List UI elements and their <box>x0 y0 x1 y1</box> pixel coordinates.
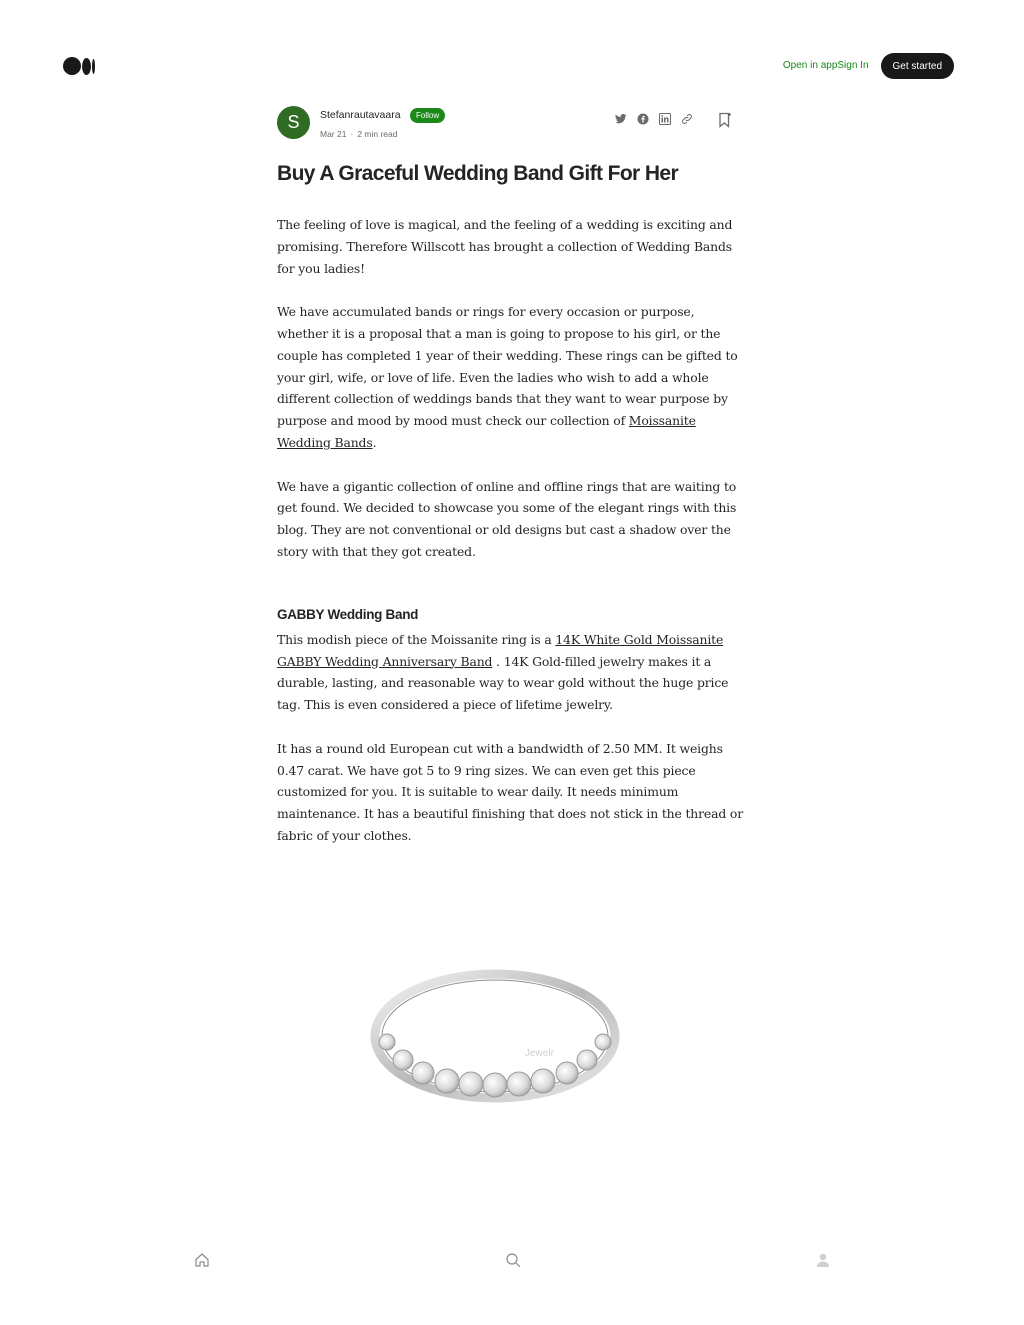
read-time: 2 min read <box>357 129 398 139</box>
facebook-icon[interactable] <box>636 112 650 126</box>
twitter-icon[interactable] <box>614 112 628 126</box>
article-title: Buy A Graceful Wedding Band Gift For Her <box>277 162 679 185</box>
ring-image <box>365 960 625 1110</box>
paragraph-text: This modish piece of the Moissanite ring is a <box>277 631 556 647</box>
paragraph <box>277 301 749 454</box>
bookmark-icon[interactable] <box>718 112 732 128</box>
paragraph: It has a round old European cut with a bandwidth of 2.50 MM. It weighs 0.47 carat. We have got 5 to 9 ring sizes. We can even get this piece customized for you. It is suitable to wear daily. It needs minimum maintenance. It has a beautiful finishing that does not stick in the thread or fabric of your clothes. <box>277 740 743 843</box>
paragraph-text: . 14K Gold-filled jewelry makes it a durable, lasting, and reasonable way to wear gold without the huge price tag. This is even considered a piece of lifetime jewelry. <box>277 653 729 713</box>
avatar[interactable]: S <box>277 106 310 139</box>
paragraph: The feeling of love is magical, and the feeling of a wedding is exciting and promising. Therefore Willscott has brought a collection of Wedding Bands for you ladies! <box>277 217 733 276</box>
sign-in-link[interactable]: Sign In <box>837 60 869 71</box>
article-body <box>277 214 749 847</box>
image-watermark: Jewelr <box>525 1048 554 1059</box>
get-started-button[interactable]: Get started <box>881 53 954 79</box>
moissanite-wedding-bands-link[interactable]: Moissanite Wedding Bands <box>277 413 696 450</box>
medium-logo-icon[interactable] <box>63 57 95 75</box>
paragraph-text: We have accumulated bands or rings for every occasion or purpose, whether it is a proposal that a man is going to propose to his girl, or the couple has completed 1 year of their wedding. These rings can be gifted to your girl, wife, or love of life. Even the ladies who wish to add a whole different collection of weddings bands that they want to wear purpose by purpose and mood by mood must check our collection of <box>277 304 738 429</box>
section-heading: GABBY Wedding Band <box>277 606 419 622</box>
article-meta <box>320 129 397 139</box>
author-row <box>277 106 749 140</box>
home-icon[interactable] <box>193 1251 211 1269</box>
link-icon[interactable] <box>680 112 694 126</box>
open-in-app-link[interactable]: Open in app <box>782 60 838 71</box>
follow-button[interactable]: Follow <box>410 108 445 123</box>
paragraph: We have a gigantic collection of online and offline rings that are waiting to get found. We decided to showcase you some of the elegant rings with this blog. They are not conventional or old designs but cast a shadow over the story with that they got created. <box>277 478 737 559</box>
top-nav-actions <box>783 53 954 79</box>
share-icons <box>614 112 694 126</box>
profile-icon[interactable] <box>814 1251 832 1269</box>
article <box>277 106 749 847</box>
search-icon[interactable] <box>504 1251 522 1269</box>
meta-separator: · <box>350 129 354 139</box>
publish-date: Mar 21 <box>320 129 347 139</box>
author-name[interactable]: Stefanrautavaara <box>320 109 401 121</box>
gabby-band-product-link[interactable]: 14K White Gold Moissanite GABBY Wedding Anniversary Band <box>277 631 724 669</box>
paragraph <box>277 629 749 716</box>
paragraph-text: . <box>372 434 377 450</box>
linkedin-icon[interactable] <box>658 112 672 126</box>
